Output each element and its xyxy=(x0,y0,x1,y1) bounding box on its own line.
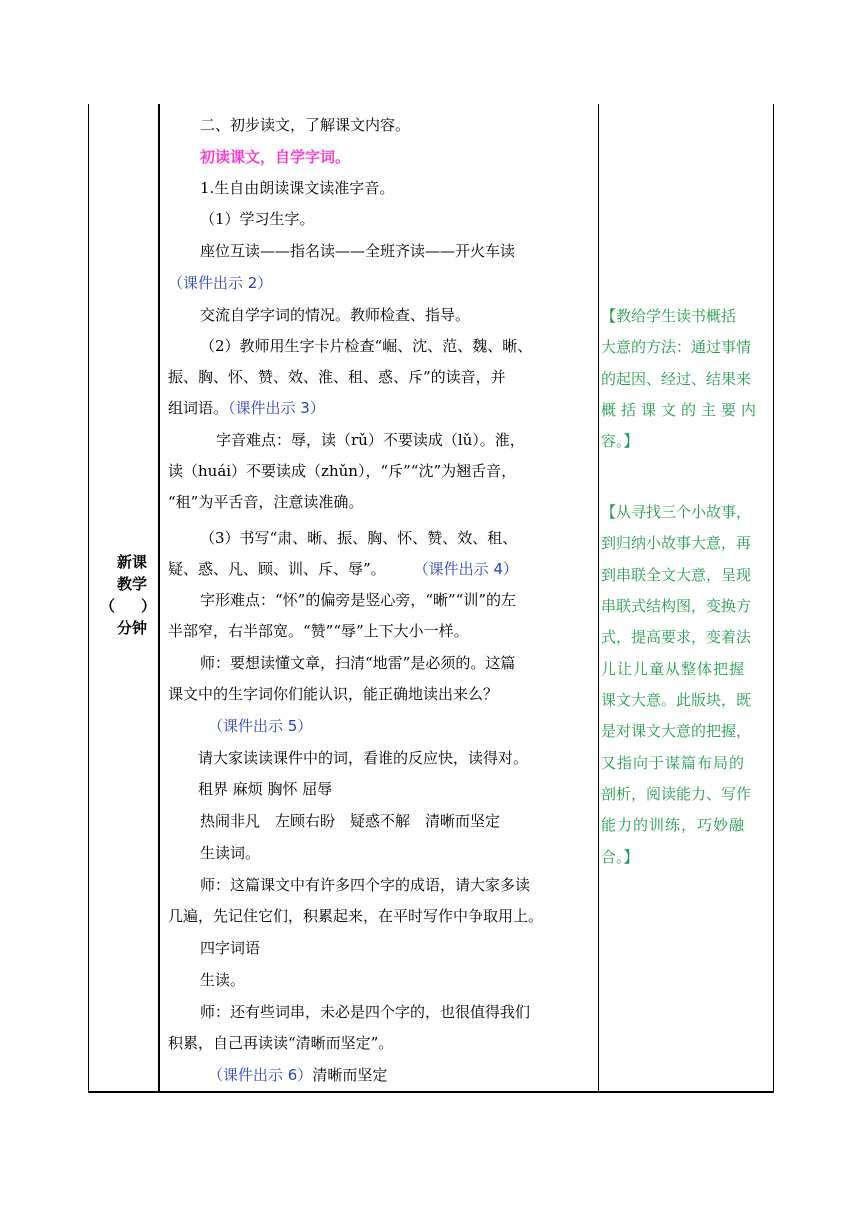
note-line: 概括课文的主要内 xyxy=(601,401,762,419)
content-line: 师：还有些词串，未必是四个字的，也很值得我们 xyxy=(200,1003,531,1021)
content-line: 四字词语 xyxy=(200,939,261,957)
note-line: 儿让儿童从整体把握 xyxy=(601,660,746,678)
note-line: 【教给学生读书概括 xyxy=(601,307,737,325)
content-line xyxy=(168,395,325,421)
content-line: 半部窄，右半部宽。“赞”“辱”上下大小一样。 xyxy=(168,622,469,640)
paren-open: （ xyxy=(100,597,116,615)
courseware-note: （课件出示 6） xyxy=(208,1066,313,1084)
courseware-note: （课件出示 4） xyxy=(413,560,518,578)
content-text: 疑、惑、凡、顾、训、斥、辱”。 xyxy=(168,560,386,578)
note-line: 式，提高要求，变着法 xyxy=(601,628,752,646)
note-line: 课文大意。此版块，既 xyxy=(601,691,752,709)
note-line: 是对课文大意的把握， xyxy=(601,722,752,740)
content-line: 字音难点：辱，读（rǔ）不要读成（lǔ）。淮， xyxy=(216,431,525,449)
content-heading: 初读课文，自学字词。 xyxy=(200,148,351,166)
content-line: 字形难点：“怀”的偏旁是竖心旁，“晰”“训”的左 xyxy=(200,591,517,609)
table-border-right xyxy=(773,104,774,1093)
content-line: 交流自学字词的情况。教师检查、指导。 xyxy=(200,306,471,324)
word-list: 租界 麻烦 胸怀 屈辱 xyxy=(198,780,333,798)
table-border-bottom xyxy=(88,1091,774,1093)
content-text: 清晰而坚定 xyxy=(312,1066,388,1084)
note-line: 【从寻找三个小故事， xyxy=(601,503,752,521)
courseware-note: （课件出示 3） xyxy=(228,399,325,417)
content-line: 读（huái）不要读成（zhǔn），“斥”“沈”为翘舌音， xyxy=(168,462,517,480)
table-border-left xyxy=(88,104,89,1093)
note-line: 又指向于谋篇布局的 xyxy=(601,754,746,772)
content-line: 生读。 xyxy=(200,971,246,989)
section-label-line1: 新课 xyxy=(116,553,147,571)
content-line: 师：这篇课文中有许多四个字的成语，请大家多读 xyxy=(200,876,531,894)
note-line: 大意的方法：通过事情 xyxy=(601,338,752,356)
section-label-line2: 教学 xyxy=(116,575,147,593)
word-list: 热闹非凡 左顾右盼 疑惑不解 清晰而坚定 xyxy=(200,812,501,830)
note-line: 剖析，阅读能力、写作 xyxy=(601,785,752,803)
courseware-note: （课件出示 2） xyxy=(168,274,273,292)
note-line: 能力的训练，巧妙融 xyxy=(601,816,746,834)
content-line: 生读词。 xyxy=(200,844,261,862)
minutes-blank xyxy=(102,595,162,617)
content-line: 1.生自由朗读课文读准字音。 xyxy=(200,179,395,197)
content-line: 几遍，先记住它们，积累起来，在平时写作中争取用上。 xyxy=(168,907,544,925)
content-line: 师：要想读懂文章，扫清“地雷”是必须的。这篇 xyxy=(200,654,516,672)
content-line: （1）学习生字。 xyxy=(200,210,315,228)
table-border-col2 xyxy=(598,104,599,1093)
section-label xyxy=(102,551,162,639)
content-line: 二、初步读文，了解课文内容。 xyxy=(200,116,411,134)
content-line: 积累，自己再读读“清晰而坚定”。 xyxy=(168,1034,394,1052)
content-line: 请大家读读课件中的词，看谁的反应快，读得对。 xyxy=(198,749,529,767)
note-line: 的起因、经过、结果来 xyxy=(601,370,752,388)
content-line: “租”为平舌音，注意读准确。 xyxy=(168,493,364,511)
content-text: 组词语。 xyxy=(168,399,229,417)
content-line: （2）教师用生字卡片检查“崛、沈、范、魏、晰、 xyxy=(200,337,533,355)
content-line: （3）书写“肃、晰、振、胸、怀、赞、效、租、 xyxy=(200,529,518,547)
courseware-note: （课件出示 5） xyxy=(208,717,313,735)
note-line: 到串联全文大意，呈现 xyxy=(601,566,752,584)
note-line: 容。】 xyxy=(601,432,639,450)
note-line: 合。】 xyxy=(601,848,639,866)
content-line xyxy=(208,1062,387,1088)
content-line: 振、胸、怀、赞、效、淮、租、惑、斥”的读音，并 xyxy=(168,368,506,386)
content-line: 座位互读——指名读——全班齐读——开火车读 xyxy=(200,242,516,260)
note-line: 到归纳小故事大意，再 xyxy=(601,534,752,552)
content-line xyxy=(168,556,518,582)
section-label-line4: 分钟 xyxy=(116,619,147,637)
content-line: 课文中的生字词你们能认识，能正确地读出来么？ xyxy=(168,685,499,703)
note-line: 串联式结构图，变换方 xyxy=(601,597,752,615)
paren-close: ） xyxy=(140,597,156,615)
